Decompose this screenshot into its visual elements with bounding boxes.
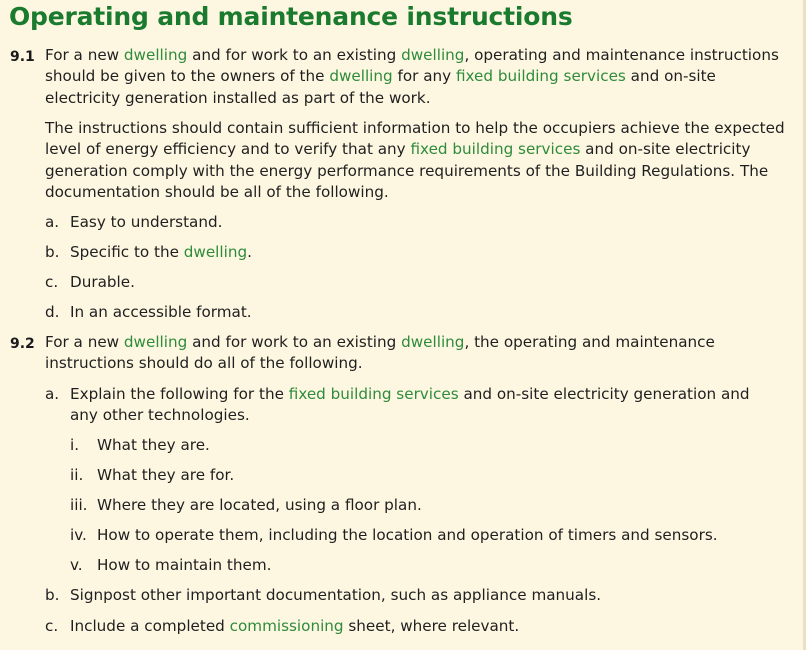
text-segment: How to operate them, including the location and operation of timers and sensors. (97, 526, 718, 544)
text-segment: and on-site electricity generation installed as part of the work. (45, 67, 716, 107)
list-item (70, 384, 770, 427)
list-marker: v. (70, 556, 83, 574)
list-marker: c. (45, 273, 59, 291)
page-title: Operating and maintenance instructions (9, 2, 573, 31)
defined-term: fixed building services (455, 67, 626, 86)
list-item (97, 525, 718, 546)
text-segment: and on-site electricity generation and any other technologies. (70, 385, 750, 425)
text-segment: and for work to an existing (187, 333, 402, 351)
list-marker: b. (45, 243, 60, 261)
clause-paragraph (45, 45, 795, 109)
text-segment: . (247, 243, 252, 261)
list-item (70, 616, 519, 637)
list-marker: i. (70, 436, 80, 454)
text-segment: Where they are located, using a floor plan. (97, 496, 422, 514)
defined-term: dwelling (123, 46, 188, 64)
list-marker: b. (45, 586, 60, 604)
text-segment: Include a completed (70, 617, 230, 635)
text-segment: Signpost other important documentation, such as appliance manuals. (70, 586, 602, 604)
list-marker: a. (45, 385, 60, 403)
defined-term: dwelling (183, 243, 248, 261)
text-segment: , operating and maintenance instructions should be given to the owners of the (45, 46, 779, 86)
list-marker: a. (45, 213, 60, 231)
text-segment: sheet, where relevant. (343, 617, 520, 635)
defined-term: fixed building services (288, 385, 459, 403)
text-segment: How to maintain them. (97, 556, 272, 574)
clause-paragraph (45, 118, 795, 203)
list-item (97, 495, 422, 516)
text-segment: Easy to understand. (70, 213, 223, 231)
text-segment: The instructions should contain sufficient information to help the occupiers achieve the expected level of energy efficiency and to verify that any (45, 119, 785, 159)
text-segment: For a new (45, 333, 124, 351)
text-segment: For a new (45, 46, 124, 64)
list-item (70, 242, 252, 263)
text-segment: for any (392, 67, 456, 86)
text-segment: What they are. (97, 436, 210, 454)
list-marker: d. (45, 303, 60, 321)
text-segment: and on-site electricity generation comply with the energy performance requirements of the Building Regulations. The documentation should be all of the following. (45, 140, 769, 201)
text-segment: and for work to an existing (187, 46, 402, 64)
list-item (97, 435, 210, 456)
defined-term: dwelling (329, 67, 393, 86)
text-segment: Specific to the (70, 243, 184, 261)
list-item (70, 585, 601, 606)
text-segment: , the operating and maintenance instructions should do all of the following. (45, 333, 715, 373)
list-item (70, 272, 135, 293)
list-marker: c. (45, 617, 59, 635)
clause-number: 9.2 (10, 336, 35, 352)
clause-number: 9.1 (10, 49, 35, 65)
clause-paragraph (45, 332, 795, 375)
defined-term: commissioning (229, 617, 344, 635)
list-item (70, 302, 252, 323)
defined-term: dwelling (401, 333, 465, 351)
text-segment: Explain the following for the (70, 385, 289, 403)
list-marker: iii. (70, 496, 88, 514)
defined-term: dwelling (401, 46, 465, 64)
list-item (97, 465, 234, 486)
text-segment: In an accessible format. (70, 303, 252, 321)
text-segment: What they are for. (97, 466, 235, 484)
defined-term: fixed building services (410, 140, 581, 159)
text-segment: Durable. (70, 273, 135, 291)
list-item (97, 555, 271, 576)
defined-term: dwelling (123, 333, 188, 351)
list-item (70, 212, 222, 233)
list-marker: iv. (70, 526, 87, 544)
list-marker: ii. (70, 466, 84, 484)
